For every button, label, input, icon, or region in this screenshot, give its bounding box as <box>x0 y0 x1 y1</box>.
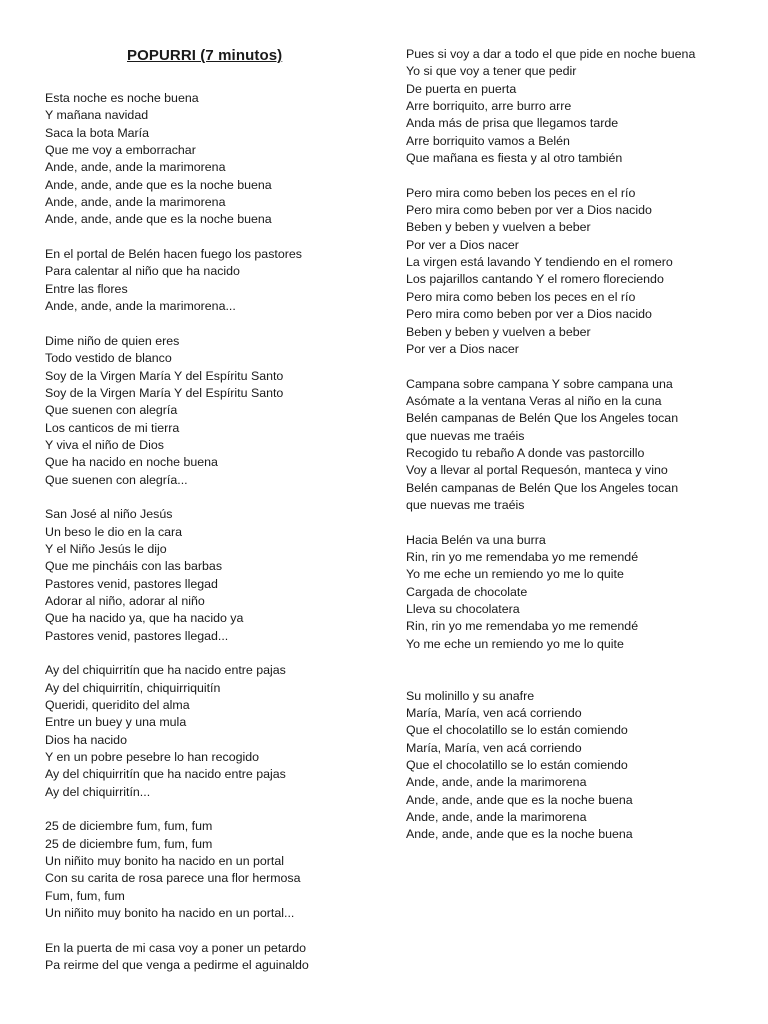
lyric-line: Que suenen con alegría <box>45 403 178 418</box>
stanza-gap <box>45 315 390 332</box>
lyric-line: Que me pincháis con las barbas <box>45 559 223 574</box>
lyric-line: Pastores venid, pastores llegad <box>45 576 218 591</box>
stanza <box>406 185 751 358</box>
lyric-line: Voy a llevar al portal Requesón, manteca y vino <box>406 463 668 478</box>
lyric-line: Pues si voy a dar a todo el que pide en noche buena <box>406 47 696 61</box>
lyric-line: Que el chocolatillo se lo están comiendo <box>406 723 628 738</box>
lyric-line: Pero mira como beben por ver a Dios nacido <box>406 203 652 218</box>
lyric-line: Pero mira como beben por ver a Dios nacido <box>406 307 652 322</box>
stanza-gap <box>406 167 751 184</box>
lyric-line: Y mañana navidad <box>45 108 149 123</box>
lyric-line: Por ver a Dios nacer <box>406 341 519 356</box>
lyric-line: Un niñito muy bonito ha nacido en un portal <box>45 854 285 869</box>
lyric-line: Ande, ande, ande la marimorena <box>406 810 587 825</box>
lyric-line: Ande, ande, ande que es la noche buena <box>45 177 272 192</box>
lyric-line: Soy de la Virgen María Y del Espíritu Santo <box>45 368 284 383</box>
lyric-line: Y viva el niño de Dios <box>45 437 164 452</box>
lyric-line: Anda más de prisa que llegamos tarde <box>406 116 619 131</box>
lyric-line: que nuevas me traéis <box>406 428 525 443</box>
lyric-line: Ande, ande, ande que es la noche buena <box>406 827 633 842</box>
lyric-line: Pero mira como beben los peces en el río <box>406 185 636 200</box>
lyric-line: San José al niño Jesús <box>45 507 173 522</box>
stanza-gap <box>45 645 390 662</box>
lyric-line: Ande, ande, ande la marimorena <box>406 775 587 790</box>
lyric-line: 25 de diciembre fum, fum, fum <box>45 819 213 834</box>
lyric-line: Queridi, queridito del alma <box>45 698 190 713</box>
stanza-gap <box>45 489 390 506</box>
lyric-line: Ande, ande, ande la marimorena... <box>45 299 236 314</box>
stanza-gap <box>406 653 751 688</box>
lyric-line: Ande, ande, ande la marimorena <box>45 160 226 175</box>
lyric-line: Entre un buey y una mula <box>45 715 187 730</box>
right-lyrics-column <box>406 46 751 844</box>
stanza <box>406 688 751 844</box>
lyric-line: María, María, ven acá corriendo <box>406 740 582 755</box>
lyric-line: Pastores venid, pastores llegad... <box>45 628 229 643</box>
lyric-line: Belén campanas de Belén Que los Angeles tocan <box>406 411 679 426</box>
lyric-line: La virgen está lavando Y tendiendo en el romero <box>406 255 673 270</box>
lyric-line: Que ha nacido en noche buena <box>45 455 218 470</box>
stanza <box>45 90 390 229</box>
stanza <box>406 532 751 653</box>
lyric-line: Dios ha nacido <box>45 732 127 747</box>
stanza <box>45 940 390 975</box>
stanza <box>406 376 751 515</box>
lyric-line: Esta noche es noche buena <box>45 91 199 105</box>
lyric-line: Dime niño de quien eres <box>45 333 180 348</box>
lyric-line: Y el Niño Jesús le dijo <box>45 541 167 556</box>
lyric-line: Yo si que voy a tener que pedir <box>406 64 577 79</box>
lyric-line: Que el chocolatillo se lo están comiendo <box>406 758 628 773</box>
lyric-line: Lleva su chocolatera <box>406 602 520 616</box>
stanza <box>45 246 390 315</box>
lyric-line: Pero mira como beben los peces en el río <box>406 289 636 304</box>
stanza-gap <box>45 801 390 818</box>
lyric-line: Ande, ande, ande que es la noche buena <box>406 792 633 807</box>
lyric-line: Que ha nacido ya, que ha nacido ya <box>45 611 244 626</box>
lyric-line: De puerta en puerta <box>406 81 517 96</box>
lyric-line: Ay del chiquirritín, chiquirriquitín <box>45 680 221 695</box>
stanza <box>45 506 390 645</box>
lyric-line: Yo me eche un remiendo yo me lo quite <box>406 636 624 651</box>
lyric-line: Entre las flores <box>45 281 128 296</box>
stanza-gap <box>45 923 390 940</box>
lyric-line: Belén campanas de Belén Que los Angeles tocan <box>406 480 679 495</box>
lyric-line: Su molinillo y su anafre <box>406 688 535 703</box>
stanza-gap <box>406 358 751 375</box>
lyric-line: Un beso le dio en la cara <box>45 524 183 539</box>
lyric-line: Rin, rin yo me remendaba yo me remendé <box>406 619 639 634</box>
stanza <box>45 662 390 801</box>
lyric-line: Beben y beben y vuelven a beber <box>406 324 591 339</box>
lyric-line: Recogido tu rebaño A donde vas pastorcillo <box>406 445 645 460</box>
lyric-line: 25 de diciembre fum, fum, fum <box>45 836 213 851</box>
stanza <box>45 818 390 922</box>
lyric-line: Pa reirme del que venga a pedirme el aguinaldo <box>45 958 309 973</box>
stanza-gap <box>406 514 751 531</box>
page-title: POPURRI (7 minutos) <box>127 47 283 64</box>
lyric-line: Ay del chiquirritín que ha nacido entre pajas <box>45 767 286 782</box>
lyric-line: María, María, ven acá corriendo <box>406 706 582 721</box>
lyric-line: Todo vestido de blanco <box>45 351 172 366</box>
lyric-line: Que mañana es fiesta y al otro también <box>406 151 623 166</box>
lyric-line: que nuevas me traéis <box>406 497 525 512</box>
lyric-line: Los canticos de mi tierra <box>45 420 180 435</box>
stanza-gap <box>45 229 390 246</box>
lyric-line: Para calentar al niño que ha nacido <box>45 264 240 279</box>
lyric-line: Asómate a la ventana Veras al niño en la cuna <box>406 393 662 408</box>
lyric-line: Campana sobre campana Y sobre campana una <box>406 376 673 391</box>
lyric-line: Ay del chiquirritín que ha nacido entre pajas <box>45 663 286 678</box>
lyric-line: Beben y beben y vuelven a beber <box>406 220 591 235</box>
stanza <box>45 333 390 489</box>
lyric-line: Arre borriquito, arre burro arre <box>406 99 572 114</box>
lyric-line: En la puerta de mi casa voy a poner un petardo <box>45 940 307 955</box>
lyric-line: Saca la bota María <box>45 125 150 140</box>
lyric-line: Con su carita de rosa parece una flor hermosa <box>45 871 301 886</box>
lyric-line: Que suenen con alegría... <box>45 472 188 487</box>
lyric-line: Hacia Belén va una burra <box>406 532 546 547</box>
lyric-line: Por ver a Dios nacer <box>406 237 519 252</box>
stanza <box>406 46 751 167</box>
left-lyrics-column <box>45 90 390 975</box>
lyric-line: Ay del chiquirritín... <box>45 784 151 799</box>
lyric-line: Un niñito muy bonito ha nacido en un portal... <box>45 906 295 921</box>
lyric-line: Arre borriquito vamos a Belén <box>406 133 570 148</box>
lyric-line: Ande, ande, ande que es la noche buena <box>45 212 272 227</box>
lyric-line: En el portal de Belén hacen fuego los pastores <box>45 247 302 262</box>
lyric-line: Ande, ande, ande la marimorena <box>45 195 226 210</box>
lyric-line: Yo me eche un remiendo yo me lo quite <box>406 567 624 582</box>
lyric-line: Que me voy a emborrachar <box>45 143 196 158</box>
lyric-line: Los pajarillos cantando Y el romero floreciendo <box>406 272 664 287</box>
lyric-line: Cargada de chocolate <box>406 584 528 599</box>
lyric-line: Adorar al niño, adorar al niño <box>45 593 205 608</box>
lyric-line: Y en un pobre pesebre lo han recogido <box>45 750 260 765</box>
lyric-line: Rin, rin yo me remendaba yo me remendé <box>406 549 639 564</box>
lyric-line: Fum, fum, fum <box>45 888 125 903</box>
lyric-line: Soy de la Virgen María Y del Espíritu Santo <box>45 385 284 400</box>
